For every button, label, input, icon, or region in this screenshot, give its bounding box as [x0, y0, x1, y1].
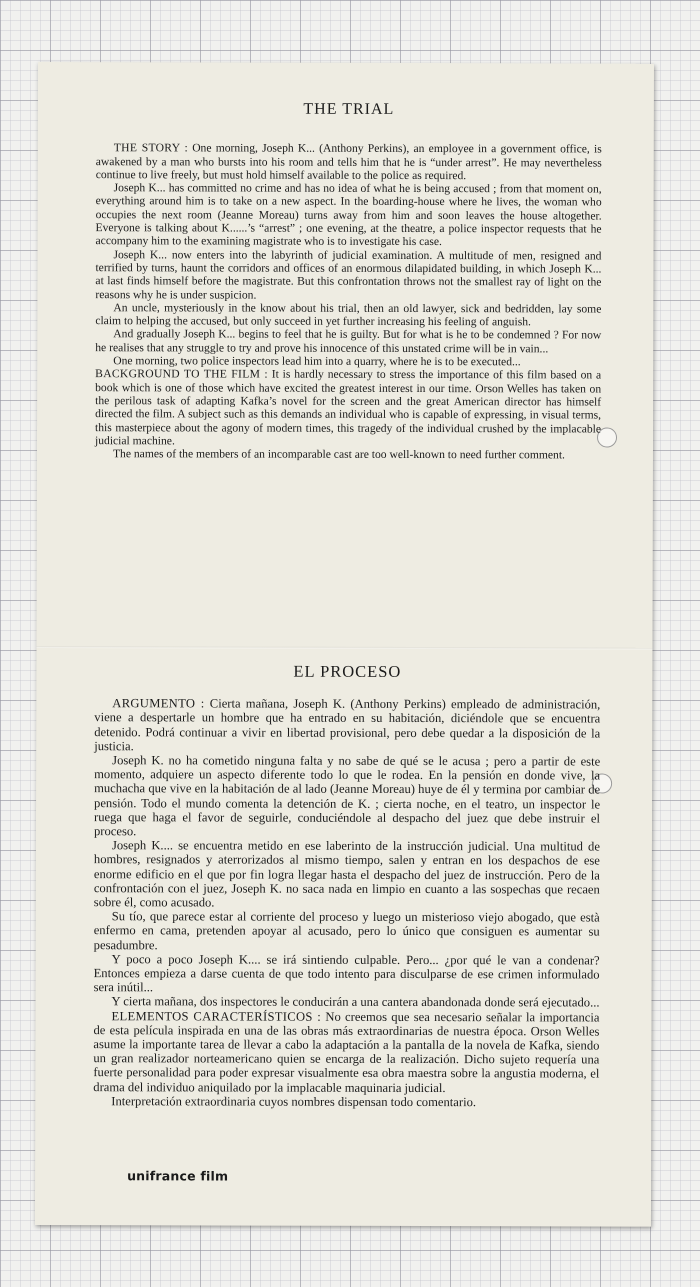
- elementos-heading: ELEMENTOS CARACTERÍSTICOS :: [111, 1008, 322, 1024]
- story-paragraph: Joseph K... has committed no crime and has no idea of what he is being accused ; from that moment on, everything around him is to take on a new aspect. In the boarding-house where he lives, the woman who occupies the next room (Jeanne Moreau) turns away from him and soon leaves the house altogether. Everyone is talking about K......’s “arrest” ; one evening, at the theatre, a police inspector requests that he accompany him to the examining magistrate who is to investigate his case.: [95, 181, 602, 249]
- argumento-paragraph: [94, 696, 600, 754]
- spanish-title: EL PROCESO: [293, 661, 402, 681]
- background-paragraph: The names of the members of an incomparable cast are too well-known to need further comment.: [112, 447, 565, 462]
- story-paragraph: An uncle, mysteriously in the know about his trial, then an old lawyer, sick and bedridden, lay some claim to helping the accused, but only succeed in yet further increasing his feeling of anguish.: [95, 301, 602, 329]
- argumento-paragraph: Y poco a poco Joseph K.... se irá sintiendo culpable. Pero... ¿por qué le van a condenar? Entonces empieza a darse cuenta de que todo intento para disculparse de ese crimen informulado sera inútil...: [93, 952, 600, 995]
- fold-crease: [36, 646, 652, 650]
- story-text: One morning, Joseph K... (Anthony Perkins), an employee in a government office, is awakened by a man who bursts into his room and tells him that he is “under arrest”. He may nevertheless continue to live freely, but must hold himself available to the police as required.: [95, 141, 602, 183]
- elementos-text: No creemos que sea necesario señalar la importancia de esta película inspirada en una de las obras más extraordinarias de nuestra época. Orson Welles asume la importante tarea de llevar a cabo la adaptación a la pantalla de la novela de Kafka, siendo un gran realizador norteamericano quien se encarga de la realización. Dicho sujeto requería una fuerte personalidad para poder expresar visualmente esa obra maestra sobre la angustia moderna, el drama del individuo aniquilado por la implacable maquinaria judicial.: [93, 1009, 600, 1095]
- elementos-paragraph: Interpretación extraordinaria cuyos nombres dispensan todo comentario.: [111, 1094, 477, 1110]
- story-paragraph: [96, 141, 602, 182]
- unifrance-logo: unifrance film: [127, 1168, 229, 1184]
- background-heading: BACKGROUND TO THE FILM :: [95, 367, 268, 381]
- background-text: It is hardly necessary to stress the importance of this film based on a book which is one of those which have excited the greatest interest in our time. Orson Welles has taken on the perilous task of adapting Kafka’s novel for the screen and the great American director has himself directed the film. A subject such as this demands an individual who is capable of expressing, in visual terms, this masterpiece about the agony of modern times, this tragedy of the individual crushed by the implacable judicial machine.: [94, 367, 602, 448]
- argumento-paragraph: Joseph K. no ha cometido ninguna falta y no sabe de qué se le acusa ; pero a partir de este momento, adquiere un aspecto diferente todo lo que le rodea. En la pensión en donde vive, la muchacha que vive en la habitación de al lado (Jeanne Moreau) huye de él y termina por cambiar de pensión. Todo el mundo comenta la detención de K. ; cierta noche, en el teatro, un inspector le ruega que haga el favor de seguirle, conduciéndole al despacho del juez que debe instruir el proceso.: [93, 753, 601, 839]
- argumento-text: Cierta mañana, Joseph K. (Anthony Perkins) empleado de administración, viene a despertarle un hombre que ha entrado en su habitación, diciéndole que se encuentra detenido. Podrá continuar a vivir en libertad provisional, pero debe quedar a la disposición de la justicia.: [94, 696, 601, 754]
- argumento-paragraph: Su tío, que parece estar al corriente del proceso y luego un misterioso viejo abogado, que està enfermo en cama, pretenden apoyar al acusado, pero lo único que consiguen es aumentar su pesadumbre.: [93, 909, 600, 952]
- press-sheet: [35, 62, 654, 1227]
- argumento-paragraph: Joseph K.... se encuentra metido en ese laberinto de la instrucción judicial. Una multitud de hombres, resignados y aterrorizados al mismo tiempo, salen y entran en los despachos de ese enorme edificio en el que por fin logra llegar hasta el despacho del juez de instrucción. Pero de la confrontación con el juez, Joseph K. no saca nada en limpio en cuanto a las sospechas que recaen sobre él, como acusado.: [93, 838, 600, 910]
- background-paragraph: [95, 367, 601, 448]
- story-heading: THE STORY :: [113, 141, 188, 155]
- english-section: [95, 102, 602, 462]
- spanish-section: [93, 661, 601, 1110]
- argumento-paragraph: Y cierta mañana, dos inspectores le conducirán a una cantera abandonada donde será ejecutado...: [111, 994, 600, 1010]
- elementos-paragraph: [93, 1009, 599, 1096]
- argumento-heading: ARGUMENTO :: [112, 696, 205, 711]
- story-paragraph: And gradually Joseph K... begins to feel that he is guilty. But for what is he to be condemned ? For now he realises that any struggle to try and prove his innocence of this unstated crime will be in vain...: [95, 327, 602, 356]
- story-paragraph: One morning, two police inspectors lead him into a quarry, where he is to be executed...: [113, 354, 521, 369]
- story-paragraph: Joseph K... now enters into the labyrinth of judicial examination. A multitude of men, resigned and terrified by turns, haunt the corridors and offices of an enormous dilapidated building, in which Joseph K... at last finds himself before the magistrate. But this confrontation throws not the smallest ray of light on the reasons why he is under suspicion.: [95, 247, 602, 302]
- english-title: THE TRIAL: [303, 100, 395, 118]
